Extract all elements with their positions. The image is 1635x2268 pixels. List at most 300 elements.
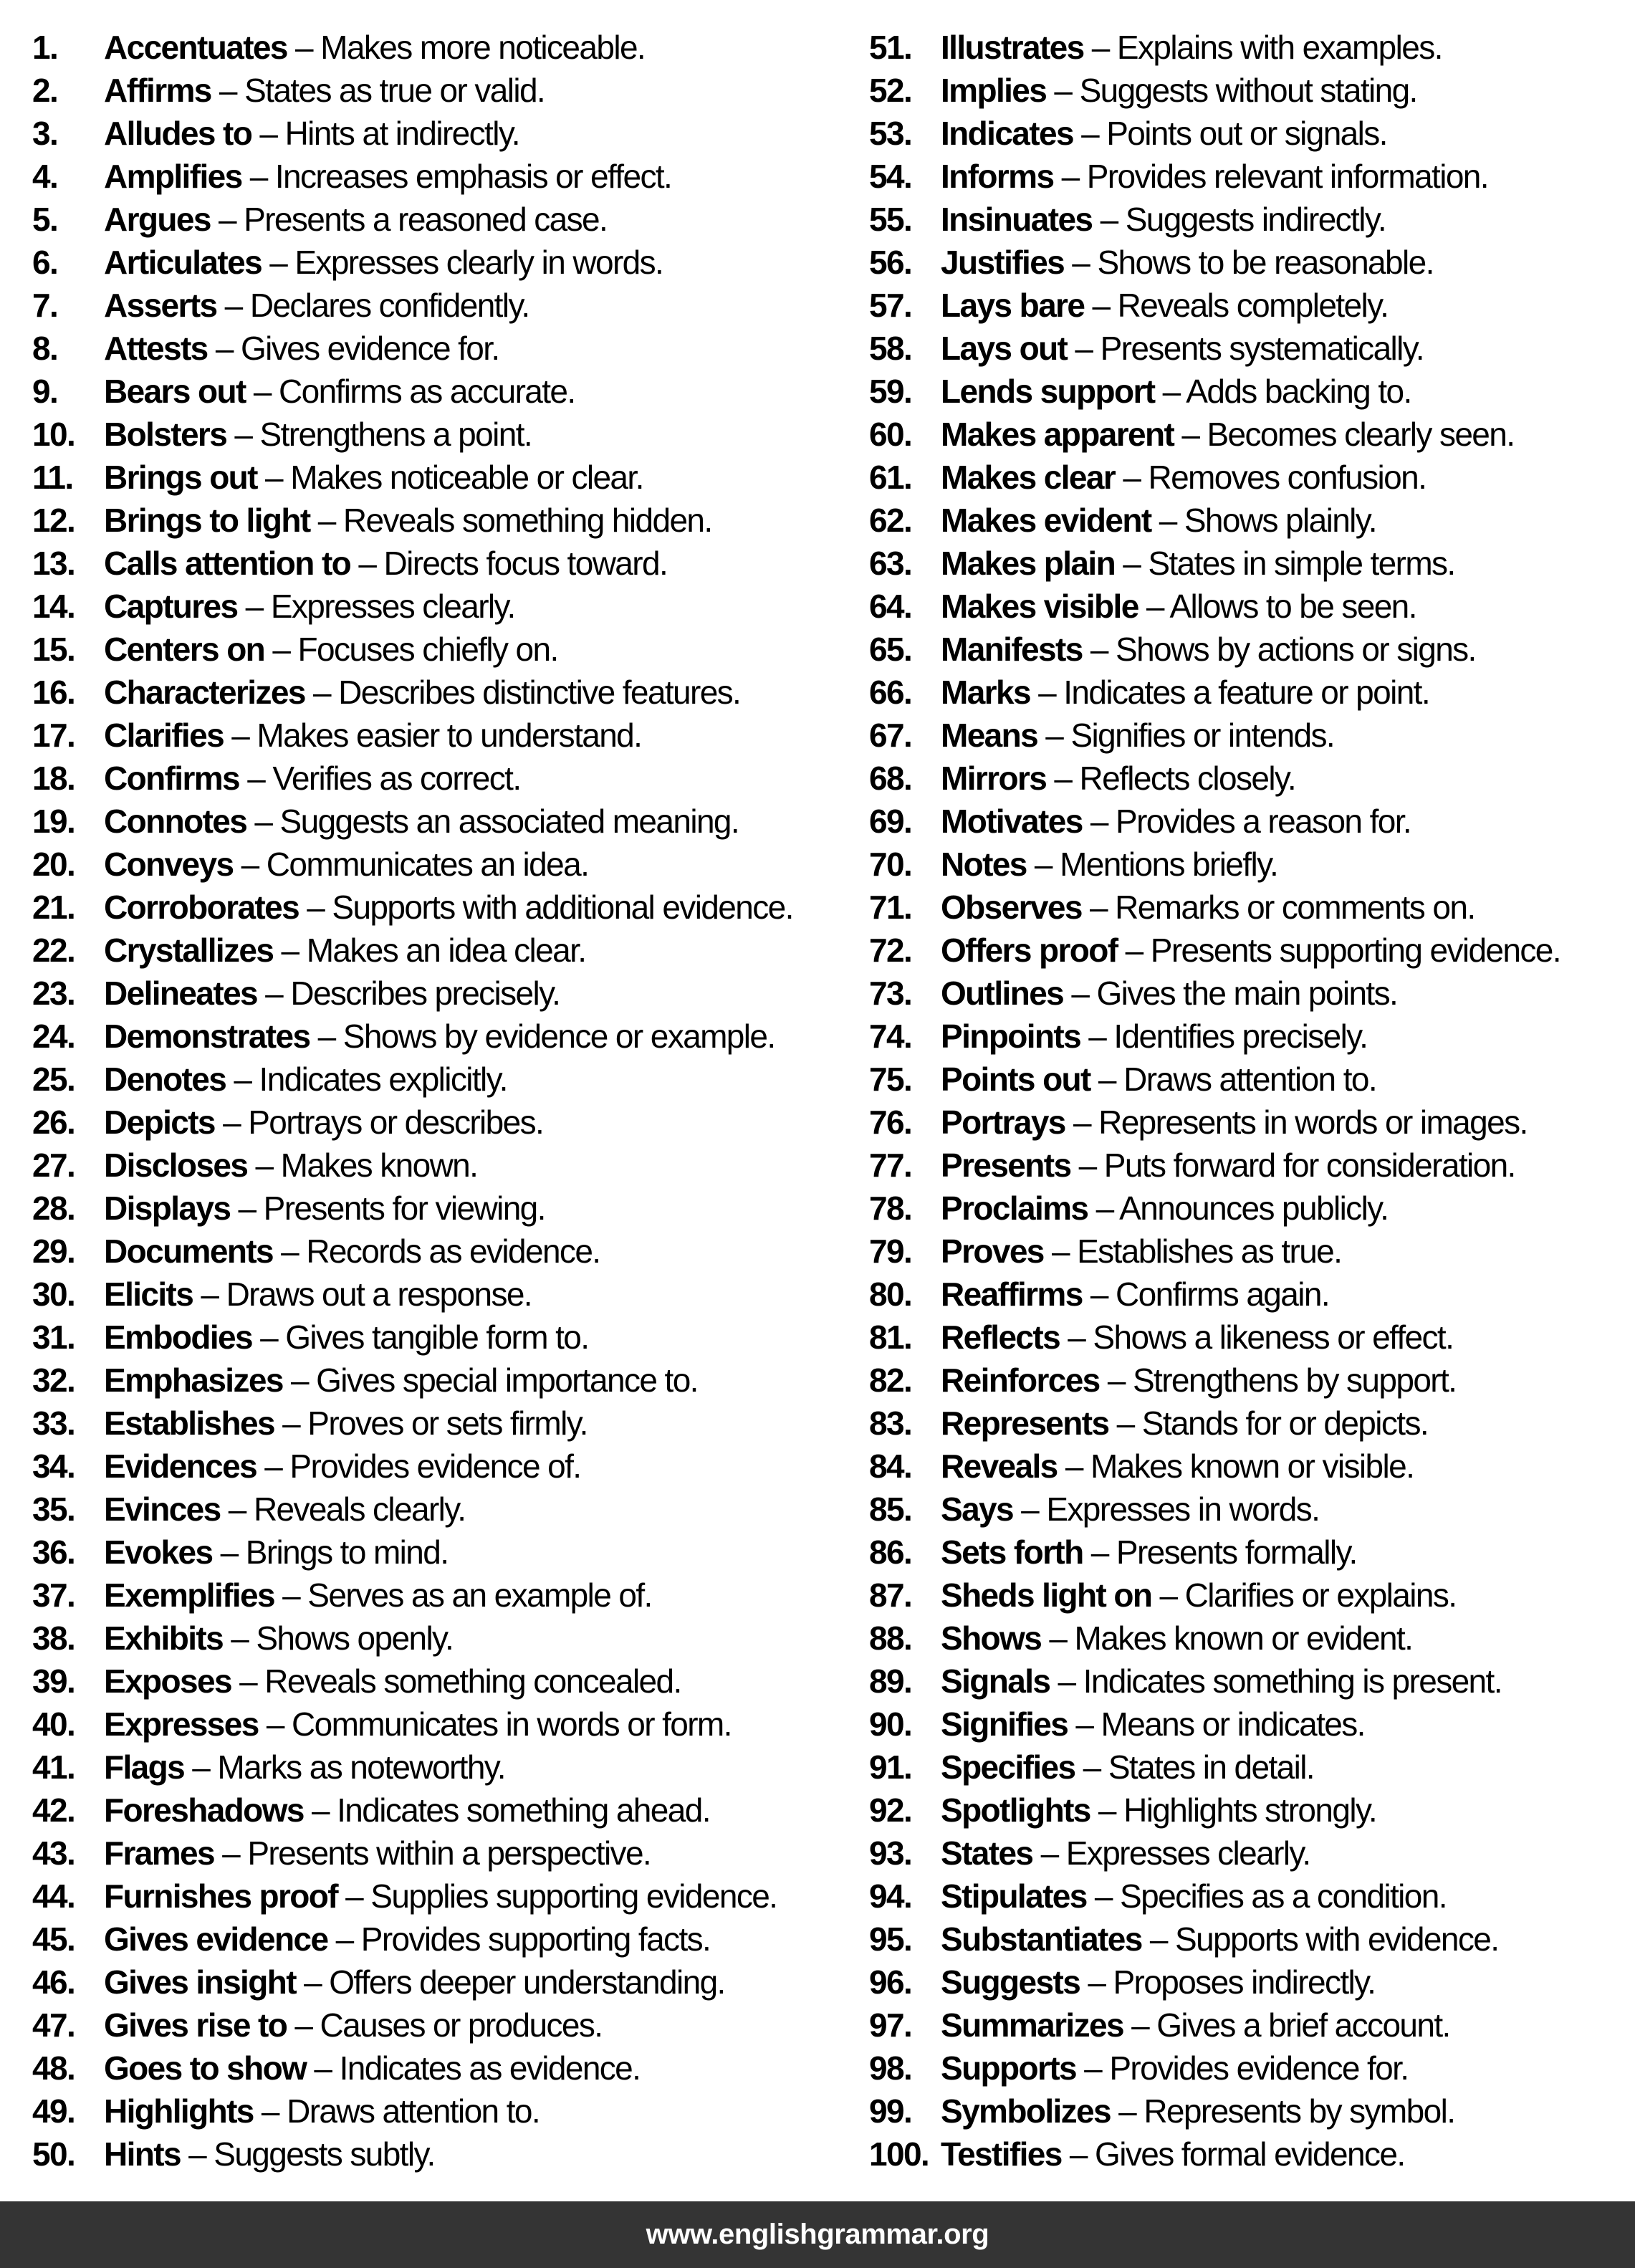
item-term: Argues <box>104 201 211 238</box>
item-number: 42. <box>32 1791 75 1829</box>
item-number: 96. <box>869 1963 912 2001</box>
item-definition: – Represents by symbol. <box>1111 2092 1455 2130</box>
list-item <box>32 1015 793 1058</box>
list-item <box>32 198 793 241</box>
list-item <box>32 1316 793 1359</box>
list-item <box>32 843 793 886</box>
item-term: Proclaims <box>941 1190 1088 1227</box>
item-definition: – Highlights strongly. <box>1090 1791 1377 1829</box>
item-definition: – Shows a likeness or effect. <box>1060 1319 1454 1356</box>
item-term: Outlines <box>941 975 1064 1012</box>
item-definition: – Communicates in words or form. <box>258 1705 732 1743</box>
item-number: 37. <box>32 1576 75 1614</box>
item-definition: – Suggests without stating. <box>1046 72 1417 109</box>
item-term: Reveals <box>941 1448 1058 1485</box>
item-number: 57. <box>869 287 912 324</box>
item-number: 81. <box>869 1319 912 1356</box>
item-number: 39. <box>32 1662 75 1700</box>
item-term: Sheds light on <box>941 1576 1152 1614</box>
item-definition: – Provides relevant information. <box>1053 158 1488 195</box>
item-number: 10. <box>32 416 75 453</box>
item-definition: – Serves as an example of. <box>274 1576 652 1614</box>
item-number: 33. <box>32 1405 75 1442</box>
list-item <box>869 800 1560 843</box>
item-number: 16. <box>32 674 75 711</box>
item-term: Connotes <box>104 803 247 840</box>
list-item <box>32 112 793 155</box>
item-definition: – Makes an idea clear. <box>273 932 586 969</box>
list-item <box>32 370 793 413</box>
list-item <box>869 628 1560 671</box>
item-definition: – Puts forward for consideration. <box>1070 1147 1515 1184</box>
item-number: 15. <box>32 631 75 668</box>
item-term: Confirms <box>104 760 240 797</box>
list-item <box>869 714 1560 757</box>
item-definition: – Describes distinctive features. <box>305 674 741 711</box>
footer-bar <box>0 2201 1635 2268</box>
item-definition: – Suggests subtly. <box>180 2135 435 2173</box>
list-item <box>32 585 793 628</box>
item-number: 88. <box>869 1619 912 1657</box>
list-item <box>869 456 1560 499</box>
item-number: 86. <box>869 1533 912 1571</box>
item-definition: – Strengthens by support. <box>1099 1362 1457 1399</box>
item-number: 7. <box>32 287 58 324</box>
item-number: 76. <box>869 1104 912 1141</box>
list-item <box>869 2004 1560 2047</box>
item-number: 22. <box>32 932 75 969</box>
item-number: 54. <box>869 158 912 195</box>
list-item <box>32 1531 793 1574</box>
item-definition: – Makes known. <box>247 1147 478 1184</box>
item-definition: – Reflects closely. <box>1046 760 1296 797</box>
item-definition: – Means or indicates. <box>1068 1705 1365 1743</box>
item-number: 71. <box>869 889 912 926</box>
item-term: Says <box>941 1491 1013 1528</box>
item-term: Makes visible <box>941 588 1138 625</box>
list-item <box>32 2047 793 2090</box>
item-term: States <box>941 1834 1033 1872</box>
item-definition: – Suggests an associated meaning. <box>246 803 739 840</box>
list-item <box>869 1402 1560 1445</box>
item-definition: – Gives tangible form to. <box>251 1319 589 1356</box>
list-item <box>869 1531 1560 1574</box>
item-definition: – Presents for viewing. <box>230 1190 545 1227</box>
list-item <box>32 1746 793 1789</box>
item-term: Establishes <box>104 1405 274 1442</box>
list-item <box>869 1660 1560 1703</box>
item-number: 13. <box>32 545 75 582</box>
list-item <box>869 1230 1560 1273</box>
list-item <box>869 2133 1560 2176</box>
item-term: Makes evident <box>941 502 1151 539</box>
item-number: 18. <box>32 760 75 797</box>
item-number: 55. <box>869 201 912 238</box>
item-number: 99. <box>869 2092 912 2130</box>
item-term: Reflects <box>941 1319 1060 1356</box>
item-definition: – Marks as noteworthy. <box>184 1748 505 1786</box>
list-item <box>869 1875 1560 1918</box>
list-item <box>869 757 1560 800</box>
item-term: Specifies <box>941 1748 1075 1786</box>
item-number: 45. <box>32 1920 75 1958</box>
item-term: Accentuates <box>104 29 287 66</box>
item-term: Motivates <box>941 803 1083 840</box>
item-term: Emphasizes <box>104 1362 283 1399</box>
list-item <box>32 929 793 972</box>
item-definition: – Allows to be seen. <box>1138 588 1416 625</box>
item-term: Depicts <box>104 1104 215 1141</box>
list-item <box>869 1101 1560 1144</box>
list-item <box>32 757 793 800</box>
list-item <box>32 26 793 69</box>
item-term: Characterizes <box>104 674 305 711</box>
item-definition: – Stands for or depicts. <box>1108 1405 1429 1442</box>
item-number: 97. <box>869 2006 912 2044</box>
item-definition: – Draws out a response. <box>193 1276 532 1313</box>
item-definition: – Expresses clearly. <box>1032 1834 1310 1872</box>
item-term: Gives insight <box>104 1963 296 2001</box>
list-item <box>32 327 793 370</box>
item-number: 26. <box>32 1104 75 1141</box>
item-definition: – Removes confusion. <box>1115 459 1427 496</box>
list-item <box>32 1445 793 1488</box>
item-term: Clarifies <box>104 717 224 754</box>
item-definition: – Proves or sets firmly. <box>274 1405 588 1442</box>
item-term: Demonstrates <box>104 1018 310 1055</box>
list-column-left <box>32 26 793 2176</box>
list-item <box>32 499 793 542</box>
item-number: 9. <box>32 373 58 410</box>
item-number: 44. <box>32 1877 75 1915</box>
list-item <box>869 1015 1560 1058</box>
item-definition: – Offers deeper understanding. <box>295 1963 725 2001</box>
list-item <box>869 972 1560 1015</box>
item-term: Displays <box>104 1190 231 1227</box>
item-term: Lays bare <box>941 287 1085 324</box>
item-number: 94. <box>869 1877 912 1915</box>
list-item <box>869 2090 1560 2133</box>
item-number: 17. <box>32 717 75 754</box>
item-term: Evidences <box>104 1448 257 1485</box>
item-definition: – Indicates something is present. <box>1050 1662 1502 1700</box>
item-number: 90. <box>869 1705 912 1743</box>
item-number: 70. <box>869 846 912 883</box>
item-term: Denotes <box>104 1061 226 1098</box>
list-item <box>869 1273 1560 1316</box>
item-number: 20. <box>32 846 75 883</box>
list-item <box>869 1574 1560 1617</box>
item-definition: – Indicates as evidence. <box>306 2049 641 2087</box>
item-number: 79. <box>869 1233 912 1270</box>
item-term: Bears out <box>104 373 246 410</box>
item-number: 30. <box>32 1276 75 1313</box>
item-number: 47. <box>32 2006 75 2044</box>
item-definition: – Supplies supporting evidence. <box>337 1877 777 1915</box>
list-item <box>32 413 793 456</box>
item-term: Signifies <box>941 1705 1068 1743</box>
item-number: 67. <box>869 717 912 754</box>
item-definition: – Represents in words or images. <box>1065 1104 1528 1141</box>
list-item <box>869 1918 1560 1961</box>
item-definition: – Draws attention to. <box>1090 1061 1377 1098</box>
item-definition: – Gives evidence for. <box>207 330 499 367</box>
item-definition: – Reveals something concealed. <box>231 1662 681 1700</box>
item-number: 83. <box>869 1405 912 1442</box>
item-number: 21. <box>32 889 75 926</box>
list-item <box>32 1402 793 1445</box>
item-term: Crystallizes <box>104 932 274 969</box>
item-term: Represents <box>941 1405 1109 1442</box>
item-term: Affirms <box>104 72 211 109</box>
item-term: Reinforces <box>941 1362 1100 1399</box>
list-item <box>32 628 793 671</box>
item-number: 32. <box>32 1362 75 1399</box>
item-number: 11. <box>32 459 73 496</box>
item-term: Illustrates <box>941 29 1084 66</box>
list-item <box>32 2090 793 2133</box>
item-term: Reaffirms <box>941 1276 1083 1313</box>
item-definition: – Makes more noticeable. <box>287 29 646 66</box>
item-term: Spotlights <box>941 1791 1090 1829</box>
item-number: 84. <box>869 1448 912 1485</box>
item-number: 8. <box>32 330 58 367</box>
item-number: 23. <box>32 975 75 1012</box>
item-term: Attests <box>104 330 208 367</box>
item-definition: – Announces publicly. <box>1088 1190 1389 1227</box>
item-term: Substantiates <box>941 1920 1142 1958</box>
item-number: 53. <box>869 115 912 152</box>
item-definition: – Hints at indirectly. <box>251 115 519 152</box>
list-item <box>869 1961 1560 2004</box>
item-term: Alludes to <box>104 115 252 152</box>
item-definition: – Establishes as true. <box>1043 1233 1342 1270</box>
item-term: Indicates <box>941 115 1073 152</box>
item-definition: – Gives formal evidence. <box>1061 2135 1405 2173</box>
item-number: 69. <box>869 803 912 840</box>
list-item <box>869 370 1560 413</box>
item-number: 78. <box>869 1190 912 1227</box>
item-term: Lays out <box>941 330 1068 367</box>
item-definition: – Becomes clearly seen. <box>1174 416 1515 453</box>
item-number: 60. <box>869 416 912 453</box>
list-item <box>869 1617 1560 1660</box>
item-number: 40. <box>32 1705 75 1743</box>
list-item <box>32 886 793 929</box>
item-definition: – Adds backing to. <box>1154 373 1411 410</box>
item-term: Elicits <box>104 1276 193 1313</box>
list-item <box>869 886 1560 929</box>
item-term: Delineates <box>104 975 258 1012</box>
list-item <box>869 1144 1560 1187</box>
item-definition: – Expresses clearly in words. <box>262 244 663 281</box>
item-definition: – Shows by evidence or example. <box>310 1018 775 1055</box>
list-item <box>32 1918 793 1961</box>
item-term: Gives rise to <box>104 2006 287 2044</box>
item-definition: – Directs focus toward. <box>350 545 668 582</box>
list-item <box>869 1746 1560 1789</box>
item-number: 89. <box>869 1662 912 1700</box>
item-number: 80. <box>869 1276 912 1313</box>
item-number: 2. <box>32 72 58 109</box>
item-definition: – Indicates something ahead. <box>303 1791 710 1829</box>
list-item <box>869 585 1560 628</box>
item-number: 85. <box>869 1491 912 1528</box>
item-number: 87. <box>869 1576 912 1614</box>
item-number: 41. <box>32 1748 75 1786</box>
item-definition: – Provides evidence for. <box>1076 2049 1409 2087</box>
item-term: Offers proof <box>941 932 1118 969</box>
item-number: 98. <box>869 2049 912 2087</box>
item-definition: – Expresses in words. <box>1013 1491 1320 1528</box>
list-item <box>32 241 793 284</box>
item-definition: – States as true or valid. <box>211 72 545 109</box>
list-item <box>869 1359 1560 1402</box>
item-number: 77. <box>869 1147 912 1184</box>
item-definition: – Remarks or comments on. <box>1081 889 1475 926</box>
footer-url: www.englishgrammar.org <box>646 2219 989 2250</box>
item-term: Pinpoints <box>941 1018 1081 1055</box>
item-definition: – Confirms again. <box>1082 1276 1330 1313</box>
item-term: Flags <box>104 1748 185 1786</box>
item-term: Stipulates <box>941 1877 1087 1915</box>
item-number: 35. <box>32 1491 75 1528</box>
item-number: 25. <box>32 1061 75 1098</box>
item-number: 6. <box>32 244 58 281</box>
item-term: Makes apparent <box>941 416 1174 453</box>
list-item <box>32 542 793 585</box>
item-definition: – Provides supporting facts. <box>327 1920 711 1958</box>
item-term: Summarizes <box>941 2006 1123 2044</box>
list-item <box>32 1488 793 1531</box>
item-definition: – Reveals something hidden. <box>310 502 712 539</box>
item-definition: – Signifies or intends. <box>1037 717 1335 754</box>
item-term: Gives evidence <box>104 1920 328 1958</box>
item-number: 52. <box>869 72 912 109</box>
item-term: Suggests <box>941 1963 1080 2001</box>
list-item <box>32 1058 793 1101</box>
item-number: 63. <box>869 545 912 582</box>
item-definition: – Suggests indirectly. <box>1092 201 1386 238</box>
item-term: Implies <box>941 72 1047 109</box>
item-term: Makes clear <box>941 459 1116 496</box>
item-term: Manifests <box>941 631 1083 668</box>
item-number: 46. <box>32 1963 75 2001</box>
item-term: Articulates <box>104 244 262 281</box>
item-number: 72. <box>869 932 912 969</box>
list-item <box>869 542 1560 585</box>
item-number: 28. <box>32 1190 75 1227</box>
item-number: 73. <box>869 975 912 1012</box>
item-term: Marks <box>941 674 1030 711</box>
item-definition: – Confirms as accurate. <box>245 373 575 410</box>
list-item <box>869 1789 1560 1832</box>
list-item <box>869 843 1560 886</box>
item-definition: – States in simple terms. <box>1115 545 1455 582</box>
item-definition: – Gives the main points. <box>1063 975 1398 1012</box>
item-definition: – Clarifies or explains. <box>1151 1576 1457 1614</box>
item-number: 59. <box>869 373 912 410</box>
item-definition: – Increases emphasis or effect. <box>241 158 672 195</box>
item-definition: – Provides a reason for. <box>1082 803 1411 840</box>
list-item <box>32 456 793 499</box>
item-number: 62. <box>869 502 912 539</box>
item-number: 95. <box>869 1920 912 1958</box>
item-number: 82. <box>869 1362 912 1399</box>
item-definition: – Presents formally. <box>1083 1533 1357 1571</box>
item-number: 74. <box>869 1018 912 1055</box>
list-column-right <box>869 26 1560 2176</box>
item-definition: – Makes known or evident. <box>1041 1619 1413 1657</box>
item-term: Hints <box>104 2135 181 2173</box>
item-term: Foreshadows <box>104 1791 304 1829</box>
item-term: Goes to show <box>104 2049 307 2087</box>
item-term: Embodies <box>104 1319 252 1356</box>
item-definition: – Presents a reasoned case. <box>210 201 608 238</box>
list-item <box>32 2004 793 2047</box>
list-item <box>869 1058 1560 1101</box>
list-item <box>32 1660 793 1703</box>
item-number: 92. <box>869 1791 912 1829</box>
list-item <box>32 972 793 1015</box>
item-definition: – Declares confidently. <box>216 287 529 324</box>
list-item <box>32 1961 793 2004</box>
list-item <box>32 800 793 843</box>
list-item <box>32 671 793 714</box>
item-definition: – Makes known or visible. <box>1057 1448 1414 1485</box>
list-item <box>32 1617 793 1660</box>
item-definition: – Draws attention to. <box>253 2092 540 2130</box>
list-item <box>32 1144 793 1187</box>
item-number: 66. <box>869 674 912 711</box>
item-term: Asserts <box>104 287 217 324</box>
list-item <box>869 929 1560 972</box>
item-term: Shows <box>941 1619 1042 1657</box>
list-item <box>32 714 793 757</box>
list-item <box>869 284 1560 327</box>
item-definition: – Strengthens a point. <box>226 416 532 453</box>
item-term: Exhibits <box>104 1619 224 1657</box>
item-definition: – Makes easier to understand. <box>224 717 642 754</box>
item-definition: – Shows plainly. <box>1151 502 1376 539</box>
item-definition: – Describes precisely. <box>257 975 560 1012</box>
item-definition: – Explains with examples. <box>1083 29 1442 66</box>
item-number: 56. <box>869 244 912 281</box>
item-term: Furnishes proof <box>104 1877 337 1915</box>
item-number: 34. <box>32 1448 75 1485</box>
list-item <box>32 1187 793 1230</box>
item-number: 1. <box>32 29 58 66</box>
item-definition: – Shows to be reasonable. <box>1064 244 1434 281</box>
item-term: Signals <box>941 1662 1050 1700</box>
item-term: Lends support <box>941 373 1155 410</box>
item-term: Conveys <box>104 846 234 883</box>
item-definition: – Indicates a feature or point. <box>1030 674 1430 711</box>
item-number: 14. <box>32 588 75 625</box>
item-term: Exposes <box>104 1662 231 1700</box>
item-definition: – Shows by actions or signs. <box>1082 631 1476 668</box>
list-item <box>869 1488 1560 1531</box>
list-item <box>32 2133 793 2176</box>
item-term: Justifies <box>941 244 1065 281</box>
list-item <box>869 26 1560 69</box>
item-term: Insinuates <box>941 201 1093 238</box>
list-item <box>869 1316 1560 1359</box>
item-term: Brings to light <box>104 502 310 539</box>
item-term: Makes plain <box>941 545 1116 582</box>
item-term: Mirrors <box>941 760 1047 797</box>
item-definition: – Makes noticeable or clear. <box>256 459 643 496</box>
